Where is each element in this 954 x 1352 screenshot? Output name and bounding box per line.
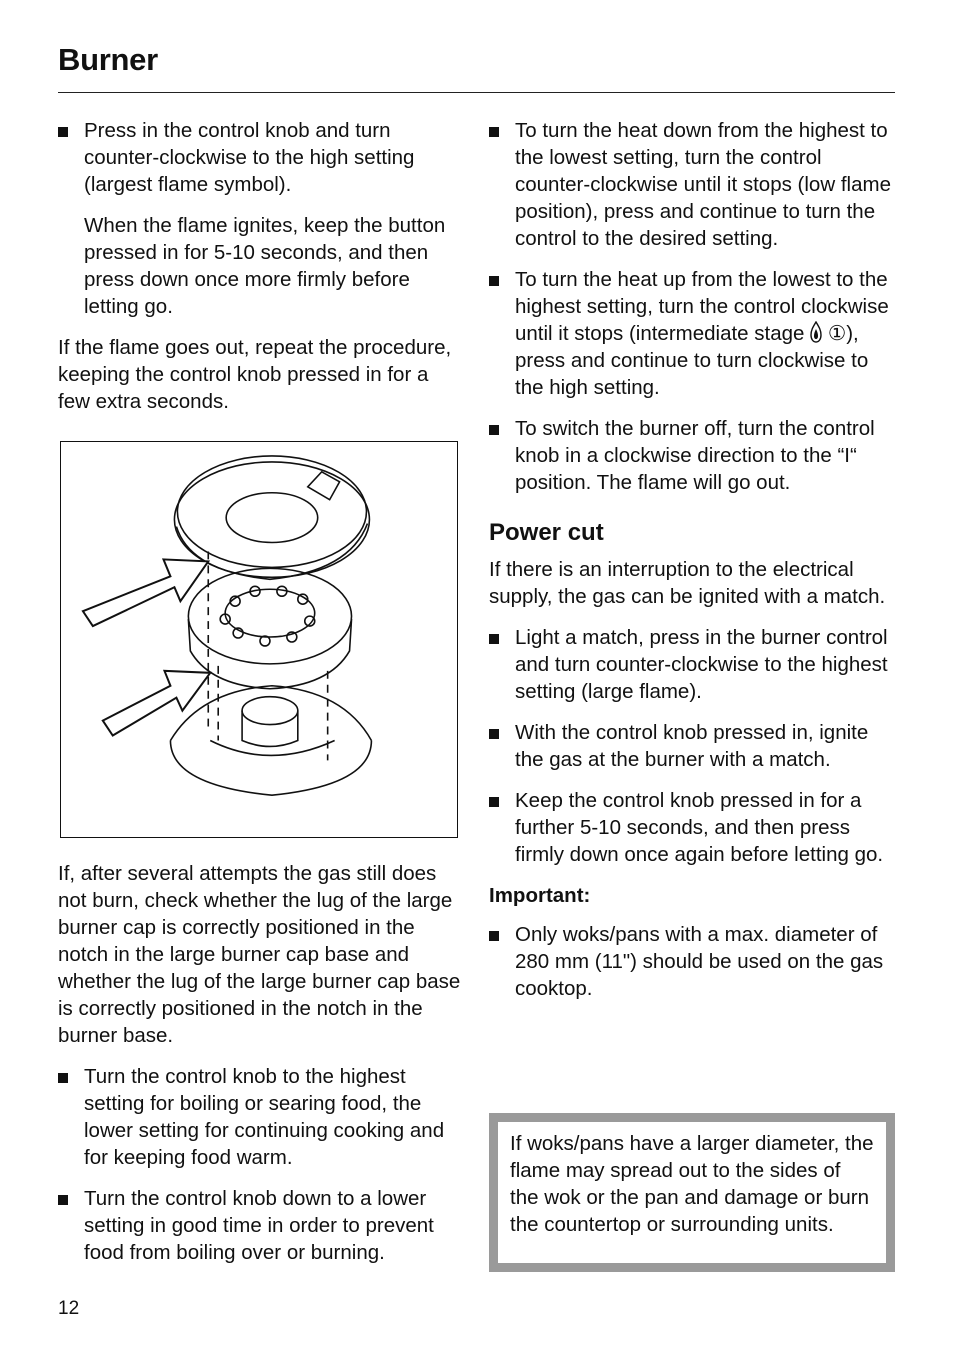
- warning-box: [489, 1113, 895, 1272]
- lower-arrow-icon: [103, 671, 210, 736]
- bullet-text: Turn the control knob to the highest setting for boiling or searing food, the lower setting for continuing cooking and for keeping food warm.: [84, 1065, 445, 1169]
- list-item: [489, 415, 894, 496]
- burner-assembly-drawing: [61, 442, 457, 837]
- paragraph: If there is an interruption to the electrical supply, the gas can be ignited with a match.: [489, 558, 886, 608]
- square-bullet-icon: [489, 425, 499, 435]
- right-column: [489, 117, 894, 1016]
- list-item: [489, 719, 894, 773]
- bullet-text: With the control knob pressed in, ignite the gas at the burner with a match.: [515, 721, 869, 771]
- paragraph: If the flame goes out, repeat the procedure, keeping the control knob pressed in for a few extra seconds.: [58, 336, 452, 413]
- square-bullet-icon: [58, 1073, 68, 1083]
- bullet-continuation: When the flame ignites, keep the button pressed in for 5-10 seconds, and then press down once more firmly before letting go.: [84, 214, 446, 318]
- bullet-text: Keep the control knob pressed in for a further 5-10 seconds, and then press firmly down once again before letting go.: [515, 789, 884, 866]
- arrow-icons: [83, 559, 210, 735]
- square-bullet-icon: [489, 797, 499, 807]
- title-divider: [58, 92, 895, 93]
- list-item: [58, 1063, 463, 1171]
- section-heading-power-cut: Power cut: [489, 519, 604, 546]
- circled-number: ①: [827, 322, 847, 345]
- bullet-text: To turn the heat up from the lowest to the highest setting, turn the control clockwise until it stops (intermediate stage: [515, 268, 889, 345]
- burner-illustration: [60, 441, 458, 838]
- list-item: [58, 117, 463, 198]
- paragraph: If, after several attempts the gas still does not burn, check whether the lug of the large burner cap is correctly positioned in the notch in the large burner cap base and whether the lug of the large burner cap base is correctly positioned in the notch in the burner base.: [58, 862, 461, 1047]
- warning-text: If woks/pans have a larger diameter, the flame may spread out to the sides of the wok or the pan and damage or burn the countertop or surrounding units.: [498, 1122, 886, 1263]
- small-flame-icon: [810, 321, 822, 343]
- list-item: [58, 1185, 463, 1266]
- burner-ring-drawing: [188, 568, 351, 688]
- bullet-text: To turn the heat down from the highest to the lowest setting, turn the control counter-clockwise until it stops (low flame position), press and continue to turn the control to the desired setting.: [515, 119, 891, 250]
- page-title: Burner: [58, 42, 158, 77]
- bullet-text: Press in the control knob and turn counter-clockwise to the high setting (largest flame symbol).: [84, 119, 415, 196]
- bullet-text: To switch the burner off, turn the control knob in a clockwise direction to the “I“ position. The flame will go out.: [515, 417, 875, 494]
- list-item: [489, 117, 894, 252]
- square-bullet-icon: [58, 127, 68, 137]
- square-bullet-icon: [489, 729, 499, 739]
- list-item: [489, 921, 894, 1002]
- bullet-text: Only woks/pans with a max. diameter of 280 mm (11") should be used on the gas cooktop.: [515, 923, 884, 1000]
- square-bullet-icon: [489, 127, 499, 137]
- bullet-text: Turn the control knob down to a lower setting in good time in order to prevent food from boiling over or burning.: [84, 1187, 434, 1264]
- square-bullet-icon: [489, 276, 499, 286]
- square-bullet-icon: [58, 1195, 68, 1205]
- list-item: [489, 266, 894, 401]
- upper-arrow-icon: [83, 559, 208, 626]
- list-item: [489, 787, 894, 868]
- page-number: 12: [58, 1298, 80, 1319]
- bullet-text: ), press and continue to turn clockwise to the high setting.: [515, 322, 869, 399]
- important-label: Important:: [489, 884, 591, 907]
- burner-base-drawing: [170, 686, 371, 795]
- square-bullet-icon: [489, 931, 499, 941]
- list-item: [489, 624, 894, 705]
- square-bullet-icon: [489, 634, 499, 644]
- bullet-text: Light a match, press in the burner control and turn counter-clockwise to the highest setting (large flame).: [515, 626, 888, 703]
